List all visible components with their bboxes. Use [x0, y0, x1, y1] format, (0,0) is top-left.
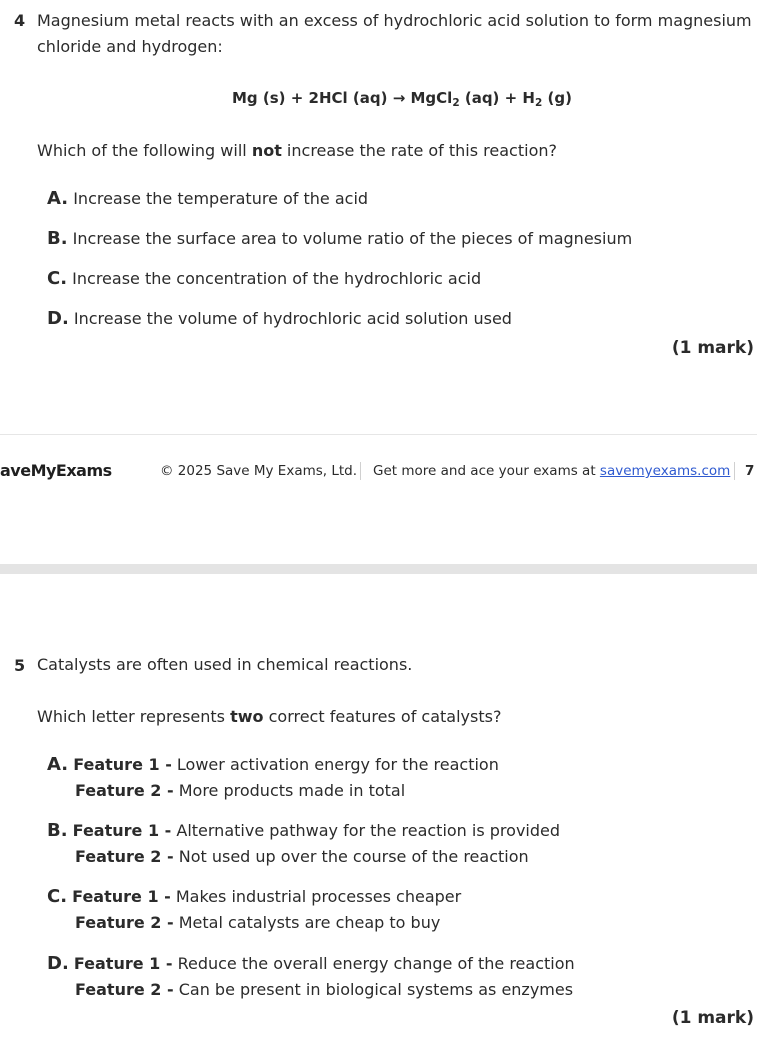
question-stem-line-2: chloride and hydrogen:	[37, 37, 223, 56]
option-a[interactable]: A. Feature 1 - Lower activation energy for the reaction	[47, 754, 499, 775]
footer-separator	[734, 462, 735, 480]
option-c[interactable]: C. Feature 1 - Makes industrial processes cheaper	[47, 886, 462, 907]
copyright-text: © 2025 Save My Exams, Ltd.	[160, 463, 358, 479]
option-d-feature-2: Feature 2 - Can be present in biological systems as enzymes	[75, 980, 574, 999]
mark-allocation: (1 mark)	[671, 338, 754, 358]
brand-logo: aveMyExams	[0, 461, 112, 480]
option-d[interactable]: D. Increase the volume of hydrochloric acid solution used	[47, 308, 512, 329]
question-stem-line-1: Magnesium metal reacts with an excess of hydrochloric acid solution to form magnesium	[37, 11, 752, 30]
footer-cta: Get more and ace your exams at savemyexams.com	[373, 463, 731, 479]
question-prompt: Which letter represents two correct features of catalysts?	[37, 707, 502, 726]
option-b[interactable]: B. Increase the surface area to volume ratio of the pieces of magnesium	[47, 228, 633, 249]
option-c-feature-2: Feature 2 - Metal catalysts are cheap to buy	[75, 913, 441, 932]
footer-divider	[0, 434, 757, 435]
question-prompt: Which of the following will not increase the rate of this reaction?	[37, 141, 557, 160]
mark-allocation: (1 mark)	[671, 1008, 754, 1028]
page-number: 7	[745, 463, 755, 479]
option-b[interactable]: B. Feature 1 - Alternative pathway for the reaction is provided	[47, 820, 561, 841]
footer-separator	[360, 462, 361, 480]
option-a-feature-2: Feature 2 - More products made in total	[75, 781, 406, 800]
option-c[interactable]: C. Increase the concentration of the hydrochloric acid	[47, 268, 482, 289]
savemyexams-link[interactable]: savemyexams.com	[599, 463, 731, 479]
chemical-equation: Mg (s) + 2HCl (aq) → MgCl$_2$ $(aq) + H_2$ (g)	[232, 89, 572, 109]
question-stem: Catalysts are often used in chemical reactions.	[37, 655, 413, 674]
page-break	[0, 564, 757, 574]
option-a[interactable]: A. Increase the temperature of the acid	[47, 188, 369, 209]
option-b-feature-2: Feature 2 - Not used up over the course of the reaction	[75, 847, 529, 866]
option-d[interactable]: D. Feature 1 - Reduce the overall energy change of the reaction	[47, 953, 575, 974]
question-number: 5	[14, 656, 26, 675]
question-number: 4	[14, 11, 26, 30]
